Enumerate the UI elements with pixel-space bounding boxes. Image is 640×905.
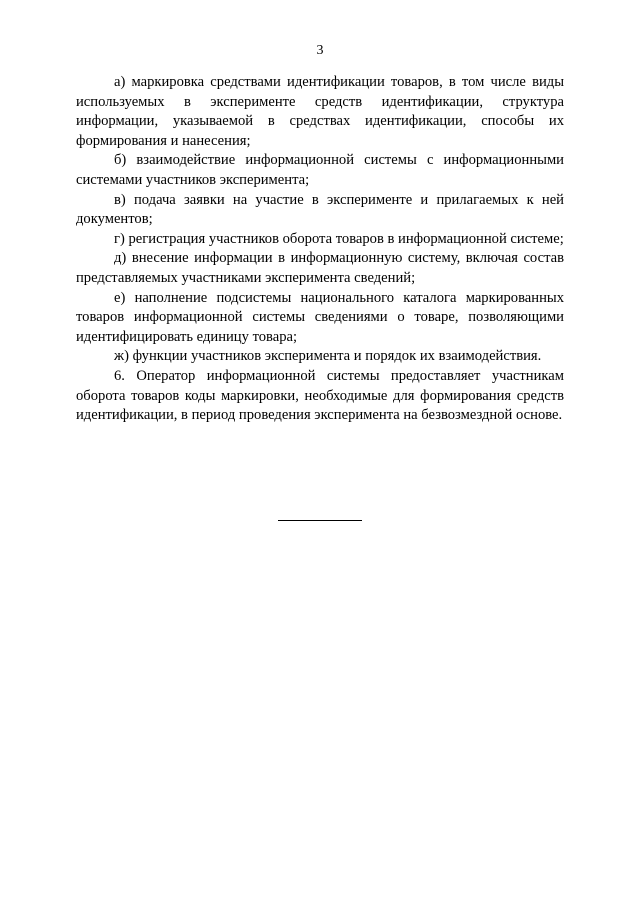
end-separator-line — [278, 520, 362, 521]
paragraph-item-g: г) регистрация участников оборота товаров в информационной системе; — [114, 230, 564, 247]
paragraph-item-b: б) взаимодействие информационной системы с информационными системами участников эксперимента; — [76, 152, 564, 188]
paragraph-item-v: в) подача заявки на участие в эксперименте и прилагаемых к ней документов; — [76, 191, 564, 228]
paragraph-item-a: а) маркировка средствами идентификации товаров, в том числе виды используемых в эксперименте средств идентификации, структура информации, указываемой в средствах идентификации, способы их формирования и нанесения; — [76, 74, 564, 149]
paragraph-clause-6: 6. Оператор информационной системы предоставляет участникам оборота товаров коды маркировки, необходимые для формирования средств идентификации, в период проведения эксперимента на безвозмездной основе. — [76, 367, 564, 424]
paragraph-item-zh: ж) функции участников эксперимента и порядок их взаимодействия. — [114, 348, 542, 365]
page-number: 3 — [316, 43, 324, 58]
paragraph-item-e: е) наполнение подсистемы национального каталога маркированных товаров информационной системы сведениями о товаре, позволяющими идентифицировать единицу товара; — [76, 289, 564, 345]
paragraph-item-d: д) внесение информации в информационную систему, включая состав представляемых участниками эксперимента сведений; — [76, 250, 564, 286]
document-body — [76, 73, 564, 426]
